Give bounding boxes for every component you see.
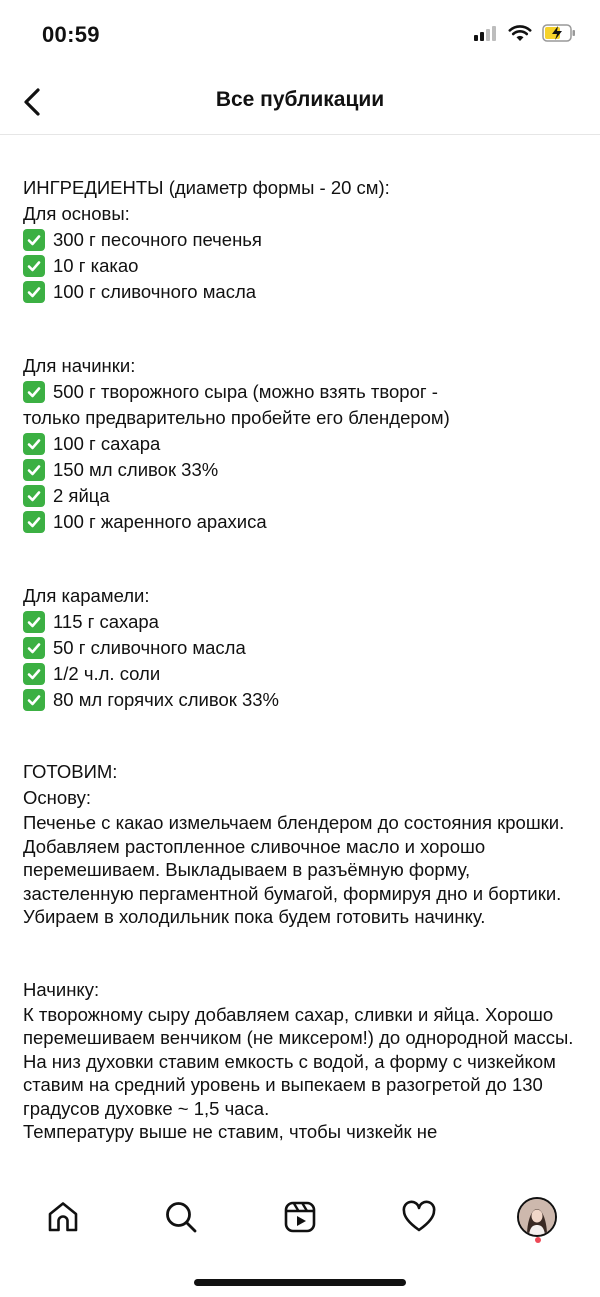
- home-indicator: [194, 1279, 406, 1286]
- check-mark-icon: [23, 281, 45, 303]
- tab-profile[interactable]: [512, 1192, 562, 1242]
- ingredient-text: 50 г сливочного масла: [53, 637, 246, 658]
- ingredient-text: 2 яйца: [53, 485, 110, 506]
- list-item: [23, 661, 583, 687]
- tab-home[interactable]: [38, 1192, 88, 1242]
- ingredient-text-continuation: только предварительно пробейте его блендером): [23, 407, 450, 428]
- check-mark-icon: [23, 255, 45, 277]
- ingredient-text: 300 г песочного печенья: [53, 229, 262, 250]
- battery-charging-icon: [542, 24, 576, 42]
- check-mark-icon: [23, 381, 45, 403]
- ingredient-text: 10 г какао: [53, 255, 139, 276]
- page-title: Все публикации: [215, 88, 385, 111]
- scroll-fade: [0, 1150, 600, 1180]
- ingredient-text: 100 г сахара: [53, 433, 161, 454]
- list-item: [23, 279, 583, 305]
- notification-dot: [535, 1237, 541, 1243]
- avatar: [517, 1197, 557, 1237]
- profile-photo-icon: [519, 1199, 555, 1235]
- filling-step-text: К творожному сыру добавляем сахар, сливки и яйца. Хорошо перемешиваем венчиком (не миксером!) до однородной массы.: [23, 1003, 574, 1048]
- list-item: [23, 635, 583, 661]
- tab-search[interactable]: [156, 1192, 206, 1242]
- list-item: [23, 431, 583, 457]
- wifi-icon: [508, 25, 532, 42]
- cooking-heading: ГОТОВИМ:: [23, 761, 118, 782]
- base-step-label: Основу:: [23, 787, 91, 808]
- ingredient-text: 150 мл сливок 33%: [53, 459, 219, 480]
- list-item: [23, 509, 583, 535]
- base-step-text: Печенье с какао измельчаем блендером до состояния крошки. Добавляем растопленное сливочное масло и хорошо перемешиваем. Выкладываем в разъёмную форму, застеленную пергаментной бумагой, формируя дно и бортики. Убираем в холодильник пока будем готовить начинку.: [23, 812, 565, 927]
- ingredient-text: 1/2 ч.л. соли: [53, 663, 161, 684]
- check-mark-icon: [23, 511, 45, 533]
- list-item: [23, 687, 583, 713]
- check-mark-icon: [23, 689, 45, 711]
- check-mark-icon: [23, 637, 45, 659]
- list-item: [23, 379, 583, 405]
- ingredient-text: 100 г сливочного масла: [53, 281, 257, 302]
- list-item: [23, 483, 583, 509]
- tab-activity[interactable]: [394, 1192, 444, 1242]
- list-item: [23, 227, 583, 253]
- check-mark-icon: [23, 663, 45, 685]
- list-item: [23, 609, 583, 635]
- ingredient-text: 115 г сахара: [53, 611, 159, 632]
- base-label: Для основы:: [23, 203, 130, 224]
- home-icon: [46, 1200, 80, 1234]
- list-item: [23, 253, 583, 279]
- check-mark-icon: [23, 485, 45, 507]
- ingredient-text: 100 г жаренного арахиса: [53, 511, 267, 532]
- nav-header: [0, 70, 600, 135]
- check-mark-icon: [23, 611, 45, 633]
- post-caption: [23, 175, 583, 1175]
- search-icon: [164, 1200, 198, 1234]
- ingredients-heading: ИНГРЕДИЕНТЫ (диаметр формы - 20 см):: [23, 177, 390, 198]
- caramel-label: Для карамели:: [23, 585, 150, 606]
- status-bar: [0, 0, 600, 70]
- tab-reels[interactable]: [275, 1192, 325, 1242]
- check-mark-icon: [23, 459, 45, 481]
- filling-step-text: На низ духовки ставим емкость с водой, а форму с чизкейком ставим на средний уровень и выпекаем в разогретой до 130 градусов духовке ~ 1,5 часа.: [23, 1050, 556, 1119]
- ingredient-text: 80 мл горячих сливок 33%: [53, 689, 280, 710]
- filling-label: Для начинки:: [23, 355, 136, 376]
- list-item: [23, 457, 583, 483]
- ingredient-text: 500 г творожного сыра (можно взять творог -: [53, 381, 438, 402]
- filling-step-label: Начинку:: [23, 978, 100, 1000]
- status-time: 00:59: [42, 22, 100, 47]
- reels-icon: [283, 1200, 317, 1234]
- signal-icon: [474, 25, 498, 41]
- check-mark-icon: [23, 433, 45, 455]
- heart-icon: [401, 1200, 437, 1234]
- filling-step-text: Температуру выше не ставим, чтобы чизкейк не: [23, 1121, 438, 1142]
- check-mark-icon: [23, 229, 45, 251]
- status-icons: [474, 24, 576, 42]
